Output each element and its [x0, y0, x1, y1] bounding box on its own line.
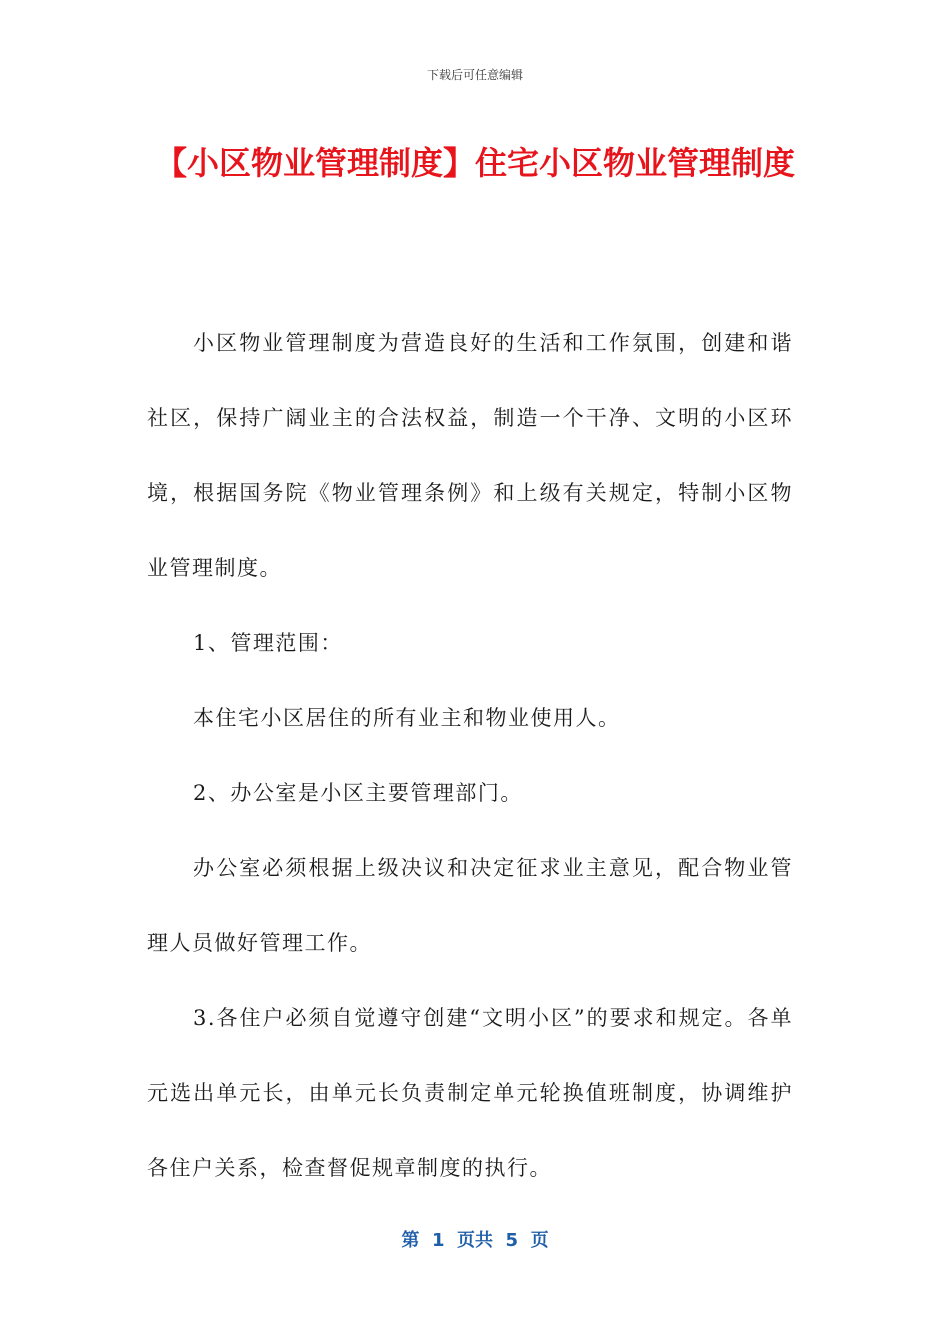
- paragraph-section-3: 3.各住户必须自觉遵守创建“文明小区”的要求和规定。各单元选出单元长，由单元长负责制定单元轮换值班制度，协调维护各住户关系，检查督促规章制度的执行。: [147, 1006, 793, 1180]
- page-number: 第 1 页共 5 页: [401, 1230, 549, 1251]
- paragraph-section-1-body: 本住宅小区居住的所有业主和物业使用人。: [193, 706, 621, 730]
- paragraph-intro: 小区物业管理制度为营造良好的生活和工作氛围，创建和谐社区，保持广阔业主的合法权益，制造一个干净、文明的小区环境，根据国务院《物业管理条例》和上级有关规定，特制小区物业管理制度。: [147, 331, 793, 580]
- document-body: [147, 306, 793, 1206]
- paragraph-section-2-body: 办公室必须根据上级决议和决定征求业主意见，配合物业管理人员做好管理工作。: [147, 856, 793, 955]
- paragraph-section-1-heading: 1、管理范围：: [193, 631, 343, 655]
- document-title: 【小区物业管理制度】住宅小区物业管理制度: [154, 144, 795, 182]
- header-note: 下载后可任意编辑: [426, 68, 523, 82]
- paragraph-section-2-heading: 2、办公室是小区主要管理部门。: [193, 781, 523, 805]
